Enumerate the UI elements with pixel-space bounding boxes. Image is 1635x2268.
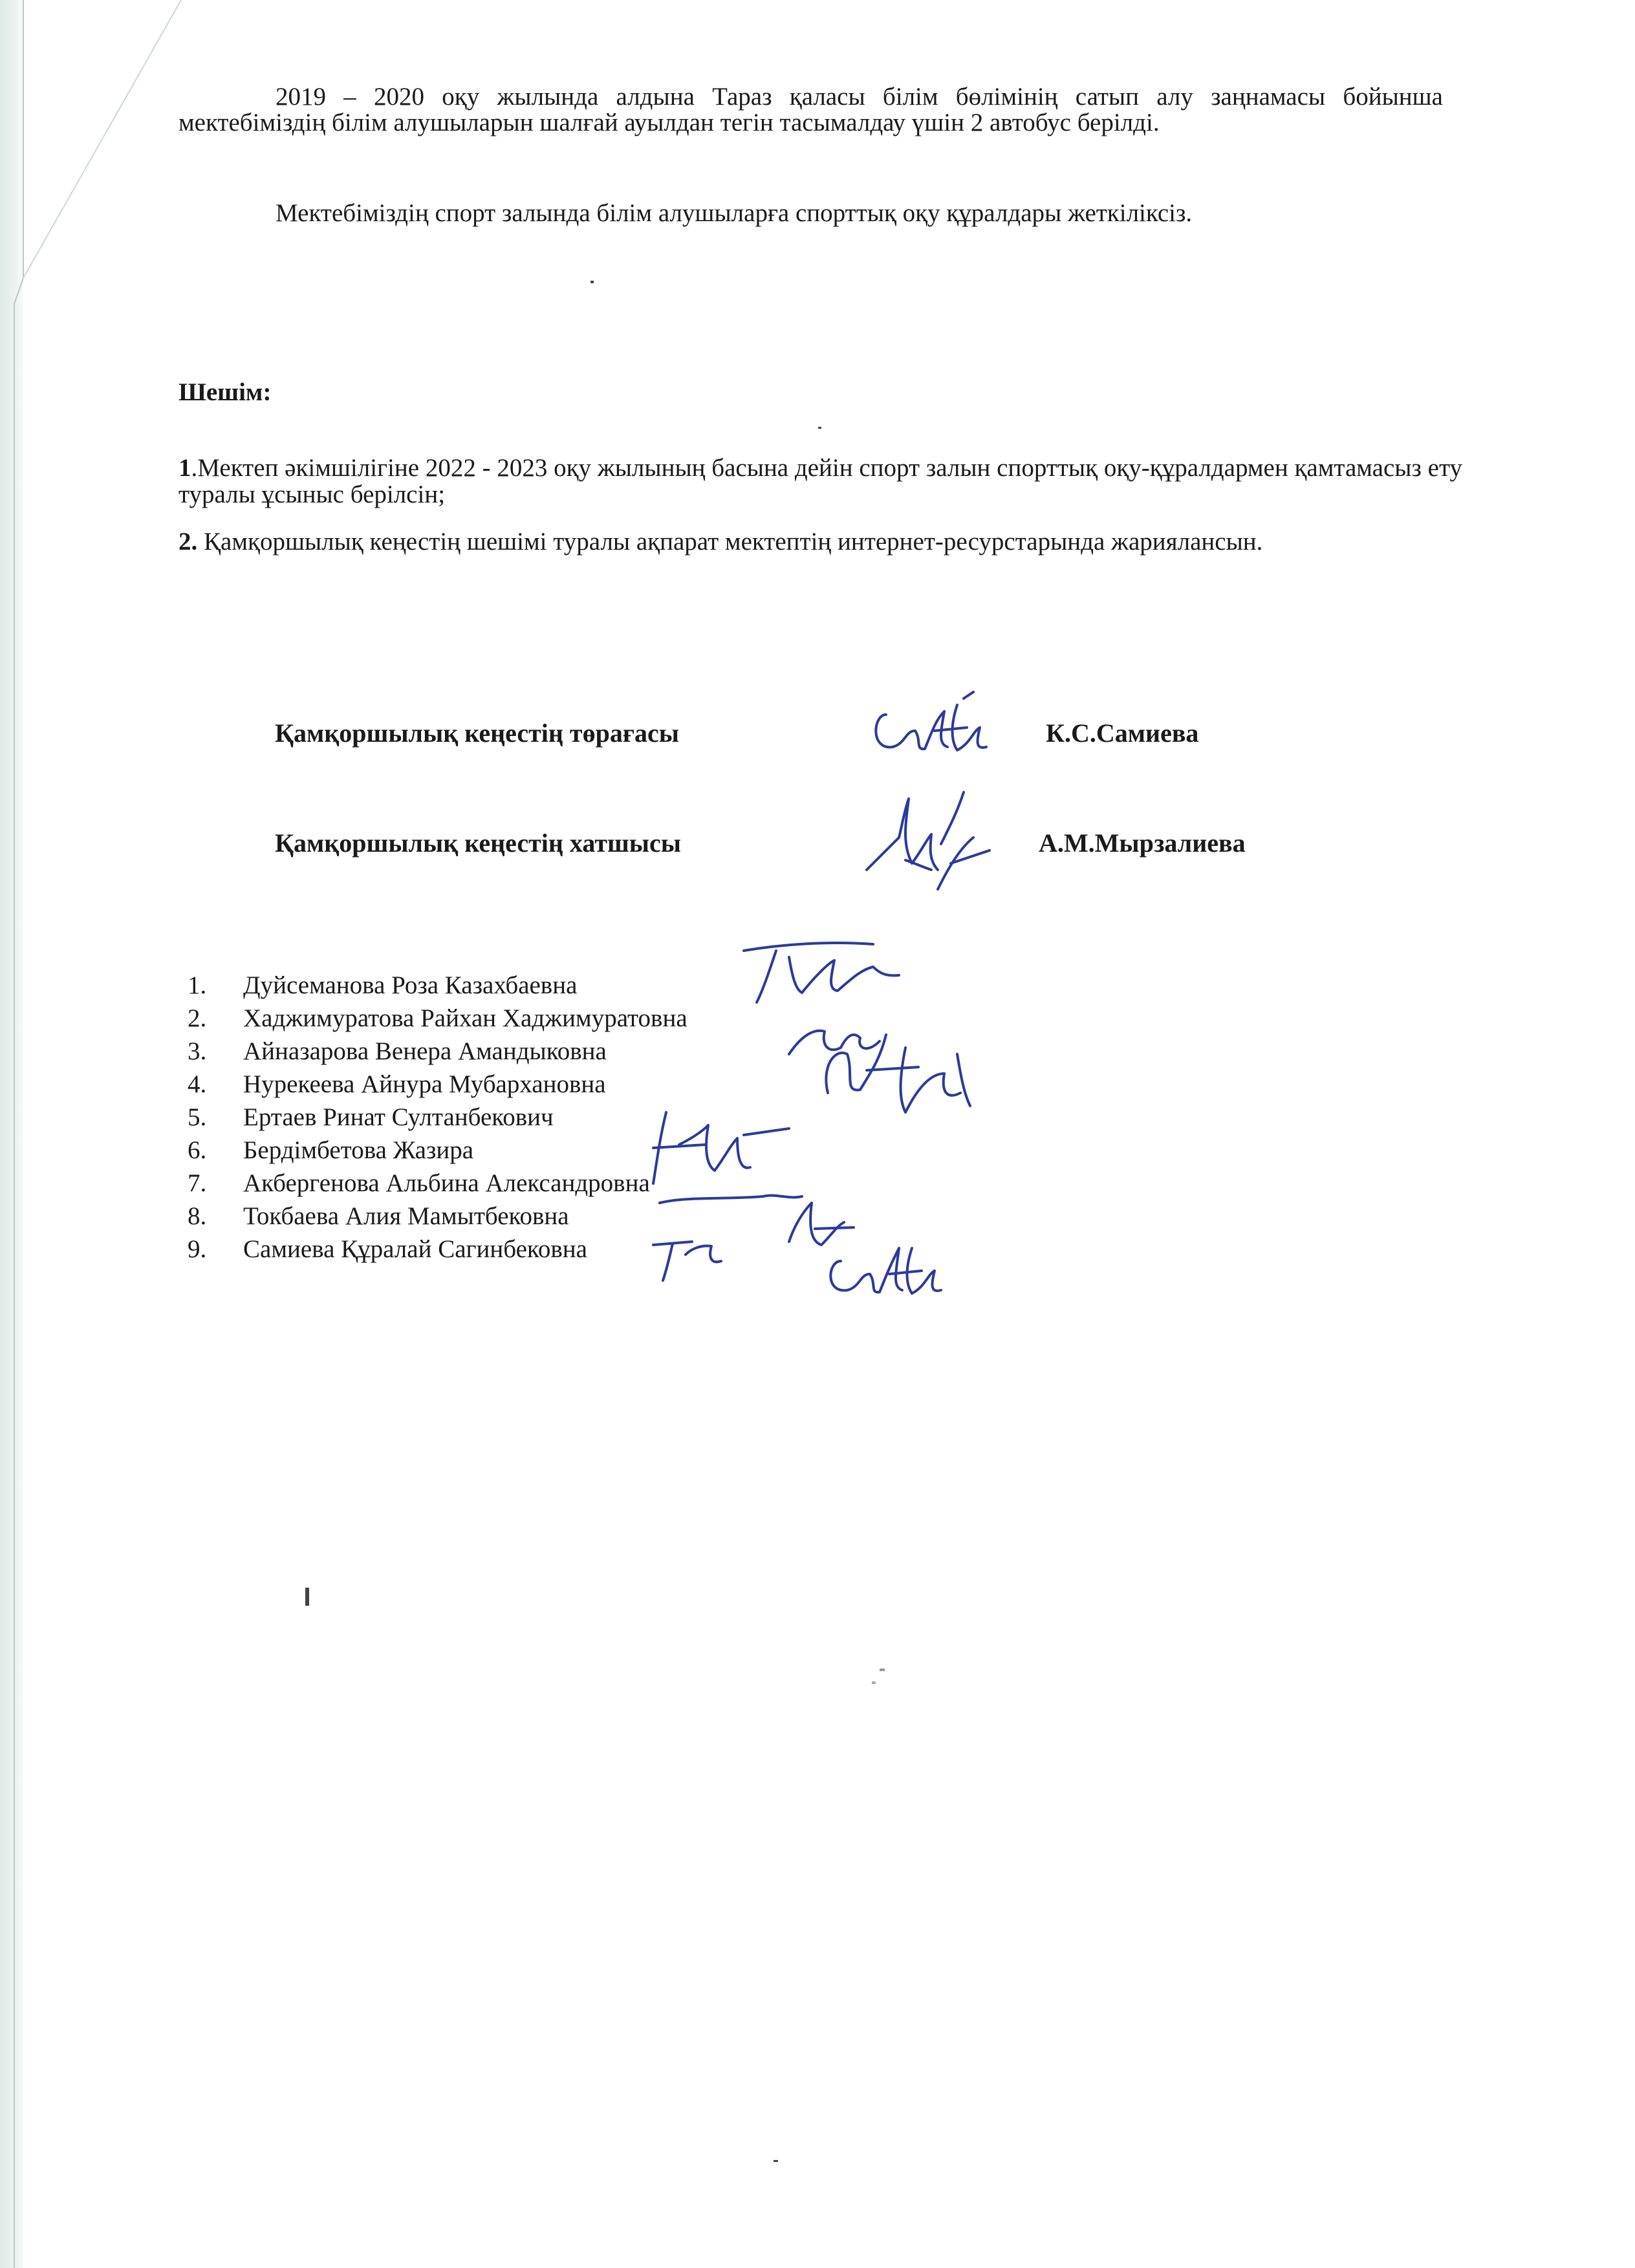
scan-speck [872,1681,876,1684]
member-number: 6. [188,1136,207,1164]
secretary-title: Қамқоршылық кеңестің хатшысы [275,828,681,858]
member-name: Токбаева Алия Мамытбековна [243,1202,569,1230]
member-number: 5. [188,1103,207,1131]
list-item [188,1002,688,1035]
member-signature-1 [731,918,925,1009]
chair-signature [860,679,1002,763]
member-number: 4. [188,1070,207,1098]
member-name: Самиева Құралай Сагинбековна [243,1235,587,1263]
member-number: 2. [188,1004,207,1032]
member-number: 3. [188,1037,207,1065]
list-item [188,1068,688,1101]
member-number: 1. [188,971,207,999]
member-name: Нурекеева Айнура Мубархановна [243,1070,606,1098]
decision-number: 2. [179,528,198,556]
member-number: 7. [188,1169,207,1197]
member-name: Акбергенова Альбина Александровна [243,1169,650,1197]
member-name: Айназарова Венера Амандыковна [243,1037,607,1065]
list-item [188,1101,688,1134]
decision-text: Қамқоршылық кеңестің шешімі туралы ақпарат мектептің интернет-ресурстарында жариялансын. [197,528,1263,556]
list-item [188,1035,688,1068]
scan-speck [880,1669,885,1671]
secretary-signature [860,773,1002,915]
member-signature-3 [776,1009,893,1067]
member-name: Хаджимуратова Райхан Хаджимуратовна [243,1004,688,1032]
scan-speck [590,281,594,283]
member-signature-7 [647,1226,731,1284]
chair-title: Қамқоршылық кеңестің төрағасы [275,718,679,748]
decision-number: 1 [179,454,191,482]
decision-text: .Мектеп әкімшілігіне 2022 - 2023 оқу жылының басына дейін спорт залын спорттық оқу-құралдармен қамтамасыз ету туралы ұсыныс берілсін; [179,454,1462,508]
member-name: Дуйсеманова Роза Казахбаевна [243,971,578,999]
secretary-name: А.М.Мырзалиева [1039,828,1246,858]
member-signature-8 [815,1222,957,1319]
list-item [188,1233,688,1266]
member-list [188,969,688,1266]
member-name: Ертаев Ринат Султанбекович [243,1103,554,1131]
scan-speck [774,2160,778,2162]
decision-item-1 [179,455,1472,508]
list-item [188,1134,688,1167]
list-item [188,1200,688,1233]
intro-paragraph: 2019 – 2020 оқу жылында алдына Тараз қаласы білім бөлімінің сатып алу заңнамасы бойынша мектебіміздің білім алушыларын шалғай ауылдан тегін тасымалдау үшін 2 автобус берілді. [179,83,1443,136]
chair-name: К.С.Самиева [1046,718,1199,748]
gym-paragraph: Мектебіміздің спорт залында білім алушыларға спорттық оқу құралдары жеткіліксіз. [276,199,1193,227]
decision-heading: Шешім: [179,378,272,406]
decision-item-2 [179,528,1472,555]
member-name: Бердімбетова Жазира [243,1136,474,1164]
scan-speck [305,1588,309,1606]
list-item [188,969,688,1002]
member-number: 8. [188,1202,207,1230]
list-item [188,1167,688,1200]
scan-speck [818,427,821,429]
member-number: 9. [188,1235,207,1263]
